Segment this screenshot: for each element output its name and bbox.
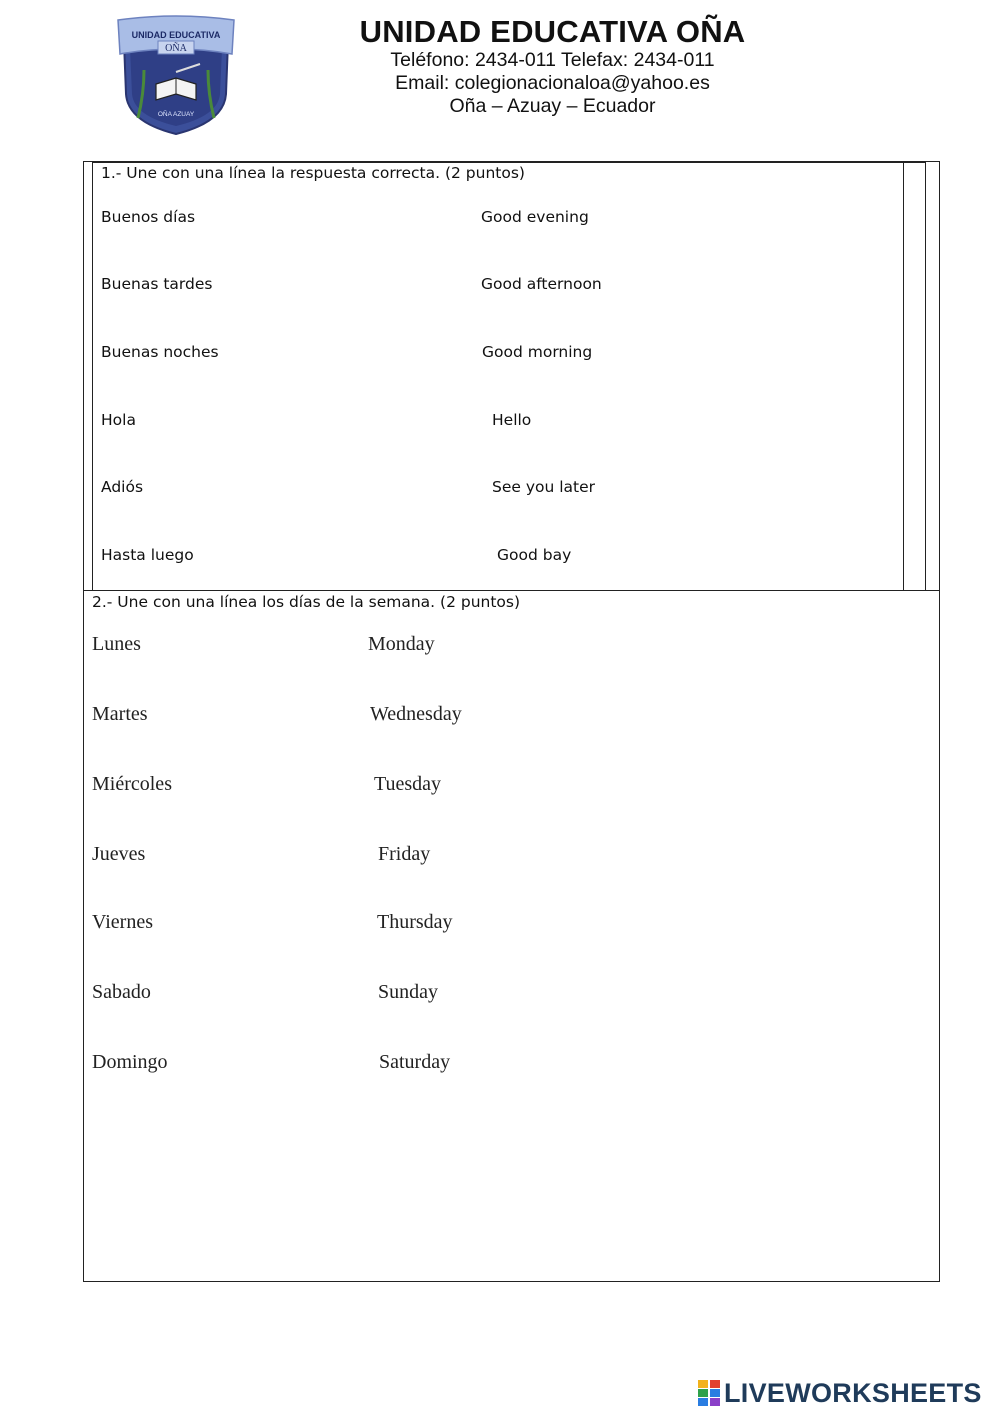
liveworksheets-icon <box>697 1379 721 1407</box>
section2-left-item[interactable]: Sabado <box>92 981 151 1003</box>
section1-right-item[interactable]: Hello <box>492 411 532 429</box>
logo-town-text: OÑA <box>165 43 187 54</box>
section2-right-item[interactable]: Sunday <box>378 981 438 1003</box>
section2-right-item[interactable]: Tuesday <box>374 773 442 795</box>
section1-title: 1.- Une con una línea la respuesta correcta. (2 puntos) <box>101 164 525 182</box>
section2-right-item[interactable]: Saturday <box>379 1051 451 1073</box>
logo-name-text: UNIDAD EDUCATIVA <box>131 30 221 40</box>
section2-right-item[interactable]: Friday <box>378 843 431 865</box>
section1-left-item[interactable]: Hasta luego <box>101 546 194 564</box>
section2-right-item[interactable]: Thursday <box>377 911 453 933</box>
section2-right-item[interactable]: Monday <box>368 633 435 655</box>
section1-left-item[interactable]: Buenas tardes <box>101 275 213 293</box>
section1-left-item[interactable]: Buenos días <box>101 208 196 226</box>
section1-left-item[interactable]: Hola <box>101 411 136 429</box>
section1-left-item[interactable]: Buenas noches <box>101 343 219 361</box>
phone-line: Teléfono: 2434-011 Telefax: 2434-011 <box>390 49 715 71</box>
section2-left-item[interactable]: Miércoles <box>92 773 172 795</box>
section2-left-item[interactable]: Martes <box>92 703 148 725</box>
liveworksheets-text: LIVEWORKSHEETS <box>724 1377 982 1408</box>
section2-right-item[interactable]: Wednesday <box>370 703 462 725</box>
school-name: UNIDAD EDUCATIVA OÑA <box>359 14 746 49</box>
section2-left-item[interactable]: Jueves <box>92 843 146 865</box>
section1-left-item[interactable]: Adiós <box>101 478 144 496</box>
email-line: Email: colegionacionaloa@yahoo.es <box>395 72 710 94</box>
section2-left-item[interactable]: Viernes <box>92 911 153 933</box>
school-logo <box>114 14 238 136</box>
section1-right-item[interactable]: Good bay <box>497 546 572 564</box>
section2-left-item[interactable]: Lunes <box>92 633 141 655</box>
section1-right-item[interactable]: Good morning <box>482 343 593 361</box>
section1-inner-border <box>903 161 904 591</box>
section1-right-item[interactable]: Good afternoon <box>481 275 602 293</box>
section1-right-item[interactable]: Good evening <box>481 208 589 226</box>
section2-left-item[interactable]: Domingo <box>92 1051 168 1073</box>
location-line: Oña – Azuay – Ecuador <box>449 95 656 117</box>
logo-motto-text: OÑA AZUAY <box>157 111 195 118</box>
section-divider <box>83 590 940 591</box>
liveworksheets-brand[interactable] <box>697 1377 982 1409</box>
section2-title: 2.- Une con una línea los días de la semana. (2 puntos) <box>92 593 521 611</box>
section1-right-item[interactable]: See you later <box>492 478 596 496</box>
